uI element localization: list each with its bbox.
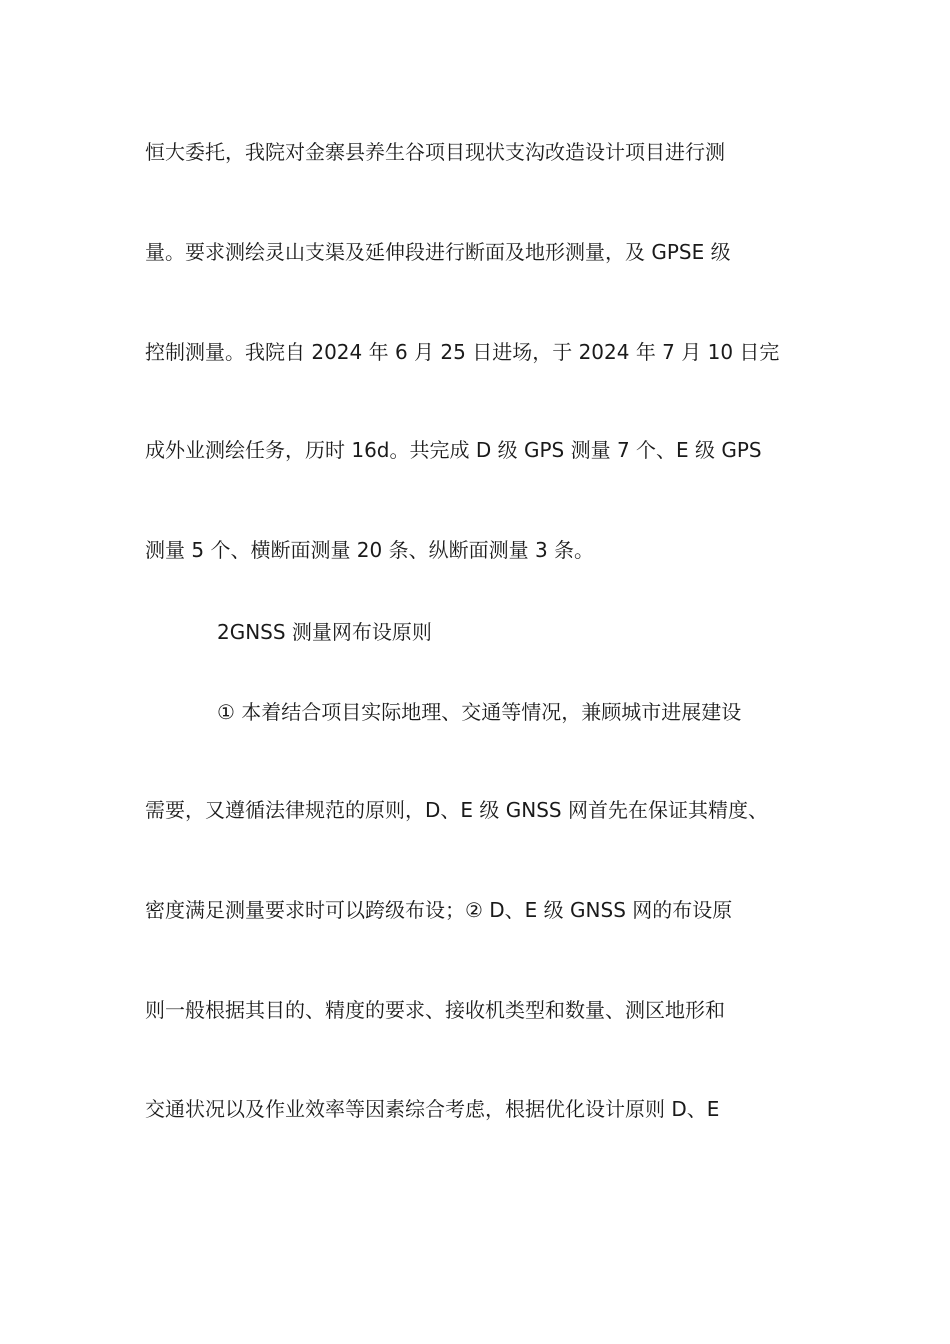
paragraph-line: 控制测量。我院自 2024 年 6 月 25 日进场，于 2024 年 7 月 10 日完	[145, 340, 780, 364]
paragraph-line: 成外业测绘任务，历时 16d。共完成 D 级 GPS 测量 7 个、E 级 GPS	[145, 438, 762, 462]
paragraph-line: 密度满足测量要求时可以跨级布设；② D、E 级 GNSS 网的布设原	[145, 898, 733, 922]
paragraph-line: 则一般根据其目的、精度的要求、接收机类型和数量、测区地形和	[145, 998, 725, 1022]
paragraph-line: 交通状况以及作业效率等因素综合考虑，根据优化设计原则 D、E	[145, 1097, 720, 1121]
paragraph-line: 恒大委托，我院对金寨县养生谷项目现状支沟改造设计项目进行测	[145, 140, 725, 164]
paragraph-line: ① 本着结合项目实际地理、交通等情况，兼顾城市进展建设	[217, 700, 742, 724]
paragraph-line: 需要，又遵循法律规范的原则，D、E 级 GNSS 网首先在保证其精度、	[145, 798, 768, 822]
paragraph-line: 测量 5 个、横断面测量 20 条、纵断面测量 3 条。	[145, 538, 595, 562]
paragraph-line: 量。要求测绘灵山支渠及延伸段进行断面及地形测量，及 GPSE 级	[145, 240, 731, 264]
section-heading: 2GNSS 测量网布设原则	[217, 620, 432, 644]
